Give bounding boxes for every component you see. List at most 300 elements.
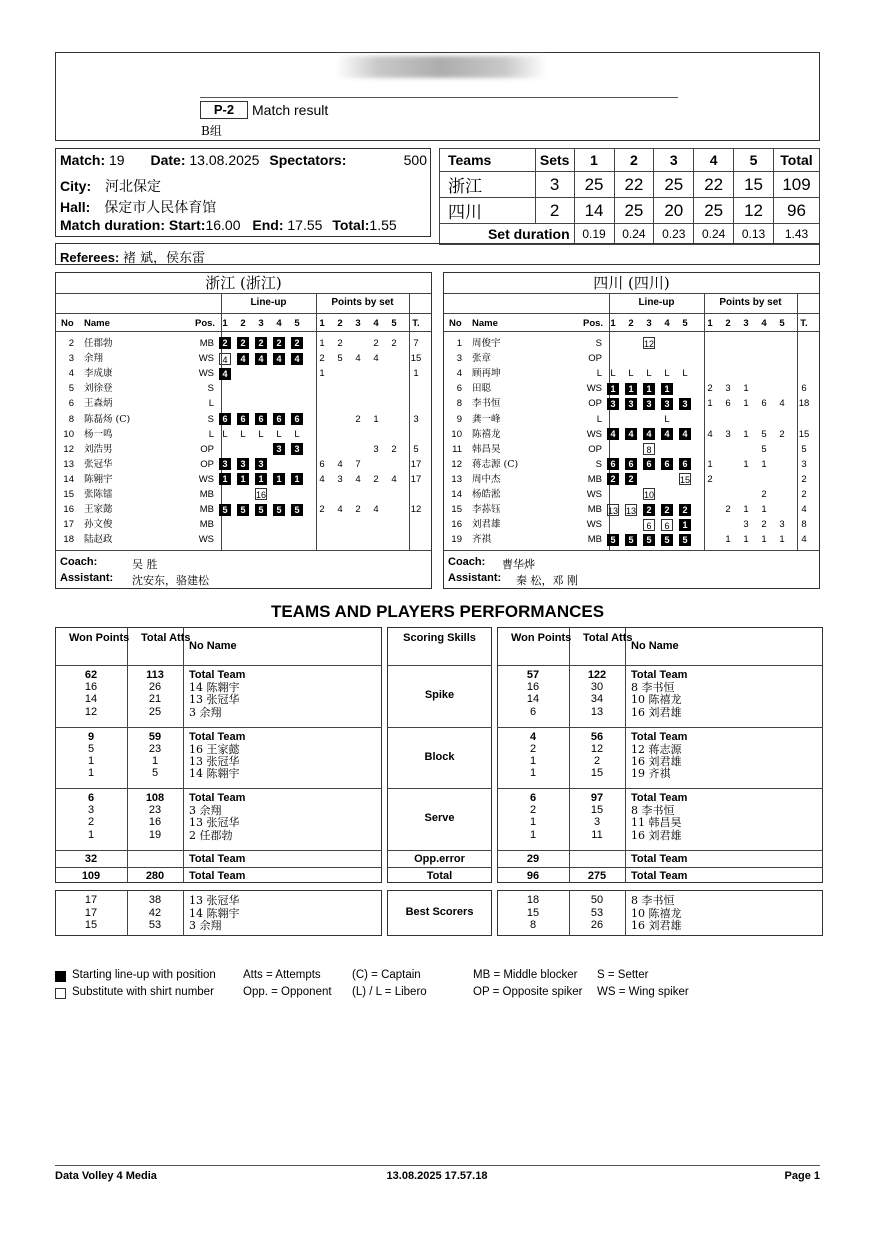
legend-s: S = Setter: [597, 969, 649, 981]
col-header-lineup-set: 2: [240, 318, 246, 329]
lineup-cell: [606, 396, 620, 411]
player-row: [444, 502, 819, 517]
set-points: 1: [707, 458, 713, 470]
set-points: 6: [761, 398, 767, 410]
row-rule: [55, 788, 382, 789]
player-name: 陈禧龙: [472, 428, 501, 440]
libero-mark: L: [682, 368, 688, 380]
duration-line: [60, 217, 397, 233]
player-row: [56, 442, 431, 457]
set-points: 2: [761, 519, 767, 531]
player-position: MB: [199, 338, 214, 349]
starter-badge: 4: [273, 353, 285, 365]
player-number: 12: [63, 443, 74, 455]
lineup-cell: [290, 502, 304, 517]
player-number: 14: [451, 489, 462, 500]
starter-badge: 6: [219, 413, 231, 425]
set-points: 3: [725, 383, 731, 395]
col-header-total: T.: [412, 318, 420, 329]
lineup-cell: [254, 351, 268, 366]
set-score: 14: [574, 198, 614, 224]
total-atts: 13: [590, 705, 604, 718]
player-name: 陆赵政: [84, 534, 113, 546]
total-atts: 122: [587, 669, 607, 681]
row-rule: [497, 850, 823, 851]
player-total: 2: [801, 489, 807, 500]
won-points: 1: [87, 828, 95, 841]
total-atts: 59: [148, 730, 162, 743]
total-atts: 30: [590, 681, 604, 694]
lineup-cell: [272, 502, 286, 517]
team-b-lineup: [443, 272, 820, 589]
won-points: 14: [84, 693, 98, 706]
libero-mark: L: [294, 428, 300, 440]
player-number: 6: [68, 398, 74, 410]
h-set3: 3: [654, 149, 694, 172]
player-position: MB: [199, 489, 214, 500]
substitute-badge: 6: [643, 519, 655, 531]
player-name: 李成康: [84, 368, 113, 380]
lineup-cell: [678, 366, 692, 381]
lineup-cell: [660, 532, 674, 547]
player-name: 顾再坤: [472, 368, 501, 380]
lineup-cell: [290, 427, 304, 442]
lineup-cell: [678, 517, 692, 532]
starter-badge: 3: [643, 398, 655, 410]
skill-name: Opp.error: [414, 852, 465, 865]
player-position: WS: [586, 428, 602, 440]
h-total: Total: [774, 149, 820, 172]
h-set4: 4: [694, 149, 734, 172]
row-rule: [387, 727, 492, 728]
row-rule: [387, 665, 492, 666]
set-points: 1: [761, 534, 767, 546]
starter-badge: 1: [219, 473, 231, 485]
match-number: 19: [109, 152, 125, 168]
spectators-value: 500: [403, 152, 427, 168]
row-rule: [55, 867, 382, 868]
player-name: 陈翱宇: [84, 473, 113, 485]
player-position: L: [208, 398, 214, 410]
lineup-cell: [254, 487, 268, 502]
total-label: Total:: [332, 217, 370, 233]
starter-badge: 1: [679, 519, 691, 531]
set-score: 25: [694, 198, 734, 224]
starter-badge: 6: [255, 413, 267, 425]
player-number: 12: [451, 458, 462, 470]
score-row: [440, 172, 820, 198]
hall-value: 保定市人民体育馆: [104, 200, 217, 216]
player-total: 17: [410, 473, 422, 485]
player-name: 刘徐登: [84, 383, 113, 395]
player-number: 1: [456, 338, 462, 349]
player-name: 韩昌昊: [472, 443, 501, 455]
starter-badge: 2: [607, 473, 619, 485]
total-atts: 1: [151, 754, 159, 767]
starter-badge: 6: [679, 458, 691, 470]
player-position: WS: [586, 383, 602, 395]
col-header-lineup-set: 5: [682, 318, 688, 329]
player-name: 田聪: [472, 383, 492, 395]
starter-badge: 6: [607, 458, 619, 470]
starter-badge: 3: [625, 398, 637, 410]
libero-mark: L: [628, 368, 634, 380]
row-rule: [55, 727, 382, 728]
player-name: 杨皓淞: [472, 489, 501, 500]
best-atts: 42: [148, 906, 162, 919]
coach-label: Coach:: [448, 556, 486, 568]
libero-mark: L: [222, 428, 228, 440]
lineup-cell: [218, 457, 232, 472]
col-header-name: Name: [472, 318, 498, 329]
set-score: 25: [614, 198, 654, 224]
total-team-label: Total Team: [189, 869, 246, 882]
lineup-cell: [236, 502, 250, 517]
player-total: 15: [798, 428, 810, 440]
best-atts: 38: [148, 894, 162, 906]
starter-badge: 3: [661, 398, 673, 410]
lineup-header: Line-up: [638, 297, 675, 308]
h-scoring-skills: Scoring Skills: [403, 632, 476, 644]
match-label: Match:: [60, 152, 106, 168]
player-position: S: [595, 338, 602, 349]
legend-mb: MB = Middle blocker: [473, 969, 578, 981]
won-points: 109: [81, 869, 101, 882]
column-rule: [183, 890, 184, 936]
lineup-cell: [236, 351, 250, 366]
player-total: 6: [801, 383, 807, 395]
set-score: 12: [734, 198, 774, 224]
lineup-cell: [660, 381, 674, 396]
lineup-cell: [272, 351, 286, 366]
lineup-cell: [254, 336, 268, 351]
won-points: 3: [87, 804, 95, 817]
h-won-points: Won Points: [511, 632, 572, 644]
set-points: 7: [355, 458, 361, 470]
lineup-cell: [606, 502, 620, 517]
starter-badge: 2: [679, 504, 691, 516]
lineup-cell: [218, 336, 232, 351]
won-points: 16: [526, 681, 540, 694]
player-number: 3: [68, 353, 74, 365]
player-name: 王森炳: [84, 398, 113, 410]
won-points: 96: [526, 869, 540, 882]
lineup-cell: [254, 457, 268, 472]
lineup-cell: [642, 502, 656, 517]
player-position: S: [595, 458, 602, 470]
lineup-cell: [624, 396, 638, 411]
player-name: 周俊宇: [472, 338, 501, 349]
total-atts: 26: [148, 681, 162, 694]
total-atts: 15: [590, 804, 604, 817]
starter-badge: 4: [661, 428, 673, 440]
player-entry: 14 陈翱宇: [189, 767, 240, 781]
lineup-cell: [218, 366, 232, 381]
player-number: 16: [451, 519, 462, 531]
col-header-total: T.: [800, 318, 808, 329]
legend-op: OP = Opposite spiker: [473, 986, 583, 998]
total-atts: 275: [587, 869, 607, 882]
col-header-pos: Pos.: [195, 318, 216, 329]
set-duration: 0.19: [574, 224, 614, 245]
header-rule: [200, 97, 678, 98]
starter-badge: 6: [625, 458, 637, 470]
starter-badge: 3: [219, 458, 231, 470]
libero-mark: L: [664, 413, 670, 425]
player-number: 15: [451, 504, 462, 516]
set-score: 25: [574, 172, 614, 198]
libero-mark: L: [664, 368, 670, 380]
starter-badge: 5: [643, 534, 655, 546]
total-score: 109: [774, 172, 820, 198]
referees-names: 褚 斌，侯东雷: [122, 251, 206, 266]
total-atts: 97: [590, 792, 604, 804]
legend-substitute: Substitute with shirt number: [72, 986, 214, 998]
footer-right: Page 1: [784, 1170, 820, 1182]
set-points: 4: [373, 504, 379, 516]
player-name: 王家懿: [84, 504, 113, 516]
h-set1: 1: [574, 149, 614, 172]
player-number: 8: [68, 413, 74, 425]
player-position: WS: [586, 519, 602, 531]
row-rule: [55, 850, 382, 851]
lineup-cell: [290, 336, 304, 351]
lineup-cell: [678, 502, 692, 517]
col-header-points-set: 5: [779, 318, 785, 329]
col-header-points-set: 4: [761, 318, 767, 329]
won-points: 29: [526, 852, 540, 865]
set-points: 2: [319, 504, 325, 516]
blurred-logo: [336, 56, 546, 78]
player-number: 5: [68, 383, 74, 395]
player-number: 10: [63, 428, 74, 440]
table-rule: [444, 313, 819, 314]
lineup-cell: [218, 502, 232, 517]
player-position: L: [596, 413, 602, 425]
starter-badge: 5: [255, 504, 267, 516]
won-points: 32: [84, 852, 98, 865]
sets-won: 2: [535, 198, 574, 224]
col-header-points-set: 2: [725, 318, 731, 329]
player-row: [444, 336, 819, 351]
set-points: 1: [743, 383, 749, 395]
player-row: [444, 396, 819, 411]
player-row: [56, 487, 431, 502]
substitute-badge: 10: [644, 490, 655, 501]
lineup-cell: [624, 427, 638, 442]
starter-badge: 4: [237, 353, 249, 365]
starter-badge: 5: [679, 534, 691, 546]
lineup-cell: [606, 532, 620, 547]
lineup-cell: [678, 472, 692, 487]
lineup-cell: [272, 427, 286, 442]
skill-name: Total: [426, 869, 453, 882]
h-won-points: Won Points: [69, 632, 130, 644]
player-number: 4: [68, 368, 74, 380]
set-points: 6: [725, 398, 731, 410]
col-header-points-set: 2: [337, 318, 343, 329]
lineup-cell: [660, 517, 674, 532]
player-entry: 16 刘君雄: [631, 754, 682, 768]
player-position: OP: [588, 398, 602, 410]
substitute-badge: 6: [661, 519, 673, 531]
player-number: 9: [456, 413, 462, 425]
set-points: 4: [707, 428, 713, 440]
set-points: 5: [337, 353, 343, 365]
row-rule: [387, 850, 492, 851]
total-atts: 16: [148, 816, 162, 829]
col-header-lineup-set: 3: [258, 318, 264, 329]
libero-mark: L: [646, 368, 652, 380]
starter-badge: 3: [291, 443, 303, 455]
coach-name: 曹华烨: [502, 558, 535, 571]
col-header-points-set: 1: [319, 318, 325, 329]
h-set2: 2: [614, 149, 654, 172]
set-points: 2: [337, 338, 343, 349]
won-points: 1: [529, 754, 537, 767]
player-position: OP: [588, 443, 602, 455]
player-position: WS: [586, 489, 602, 500]
total-score: 96: [774, 198, 820, 224]
player-name: 张陈镭: [84, 489, 113, 500]
starter-badge: 2: [625, 473, 637, 485]
total-duration: 1.55: [369, 217, 397, 233]
starter-badge: 2: [661, 504, 673, 516]
starter-badge: 4: [643, 428, 655, 440]
row-rule: [497, 867, 823, 868]
set-points: 1: [743, 534, 749, 546]
player-entry: 19 齐祺: [631, 767, 671, 781]
player-name: 杨一鸣: [84, 428, 113, 440]
row-rule: [55, 665, 382, 666]
score-row: [440, 198, 820, 224]
player-name: 刘浩男: [84, 443, 113, 455]
points-header: Points by set: [331, 297, 394, 308]
city-line: [60, 176, 161, 196]
lineup-cell: [272, 412, 286, 427]
set-points: 1: [743, 458, 749, 470]
col-header-lineup-set: 1: [222, 318, 228, 329]
best-points: 17: [84, 906, 98, 919]
lineup-cell: [624, 502, 638, 517]
player-row: [56, 396, 431, 411]
best-points: 8: [529, 919, 537, 931]
won-points: 16: [84, 681, 98, 694]
lineup-cell: [606, 427, 620, 442]
lineup-cell: [678, 457, 692, 472]
best-points: 15: [526, 906, 540, 919]
col-header-points-set: 1: [707, 318, 713, 329]
match-line: [60, 152, 430, 168]
best-atts: 50: [590, 894, 604, 906]
player-number: 15: [63, 489, 74, 500]
set-points: 4: [355, 353, 361, 365]
total-atts: 5: [151, 767, 159, 780]
player-name: 蒋志源 (C): [472, 458, 519, 470]
substitute-badge: 15: [680, 475, 691, 486]
player-position: WS: [198, 473, 214, 485]
starter-badge: 4: [255, 353, 267, 365]
starter-badge: 6: [237, 413, 249, 425]
player-row: [56, 472, 431, 487]
player-entry: 16 刘君雄: [631, 828, 682, 842]
total-atts: 19: [148, 828, 162, 841]
total-team-label: Total Team: [631, 852, 688, 865]
player-name: 张冠华: [84, 458, 113, 470]
coach-name: 吴 胜: [132, 558, 158, 571]
set-points: 1: [761, 458, 767, 470]
player-row: [56, 427, 431, 442]
h-no-name: No Name: [189, 640, 237, 652]
player-number: 10: [451, 428, 462, 440]
city-label: City:: [60, 178, 92, 194]
set-points: 2: [355, 413, 361, 425]
footer-left: Data Volley 4 Media: [55, 1170, 157, 1182]
lineup-cell: [236, 412, 250, 427]
libero-mark: L: [610, 368, 616, 380]
player-row: [56, 457, 431, 472]
starter-badge: 5: [219, 504, 231, 516]
set-points: 1: [725, 534, 731, 546]
referees-label: Referees:: [60, 250, 120, 265]
set-points: 3: [373, 443, 379, 455]
lineup-cell: [218, 472, 232, 487]
player-row: [444, 412, 819, 427]
lineup-cell: [606, 457, 620, 472]
col-header-points-set: 5: [391, 318, 397, 329]
set-points: 2: [707, 473, 713, 485]
substitute-badge: 4: [219, 353, 231, 365]
group-label: B组: [201, 124, 222, 138]
player-entry: 12 蒋志源: [631, 742, 682, 756]
starter-badge: 3: [237, 458, 249, 470]
set-points: 3: [743, 519, 749, 531]
set-points: 2: [373, 473, 379, 485]
skill-name: Block: [424, 750, 455, 763]
starter-badge: 1: [273, 473, 285, 485]
hall-line: [60, 197, 216, 217]
player-position: S: [207, 383, 214, 395]
player-number: 4: [456, 368, 462, 380]
col-header-lineup-set: 5: [294, 318, 300, 329]
set-points: 2: [707, 383, 713, 395]
starter-badge: 1: [255, 473, 267, 485]
lineup-cell: [236, 457, 250, 472]
won-points: 1: [529, 828, 537, 841]
legend-libero: (L) / L = Libero: [352, 986, 427, 998]
lineup-cell: [678, 427, 692, 442]
table-rule: [444, 550, 819, 551]
lineup-cell: [290, 442, 304, 457]
set-points: 1: [761, 504, 767, 516]
lineup-cell: [624, 366, 638, 381]
total-atts: 23: [148, 804, 162, 817]
lineup-cell: [272, 336, 286, 351]
starter-badge: 6: [291, 413, 303, 425]
won-points: 9: [87, 730, 95, 743]
h-total-atts: Total Atts: [583, 632, 633, 644]
starter-badge: 6: [643, 458, 655, 470]
player-position: MB: [587, 534, 602, 546]
team-name: 四川: [440, 198, 536, 224]
starter-badge: 4: [219, 368, 231, 380]
legend-atts: Atts = Attempts: [243, 969, 321, 981]
starter-badge: 5: [625, 534, 637, 546]
starter-badge: 5: [273, 504, 285, 516]
won-points: 1: [529, 816, 537, 829]
starter-badge: 6: [661, 458, 673, 470]
starter-badge: 5: [291, 504, 303, 516]
